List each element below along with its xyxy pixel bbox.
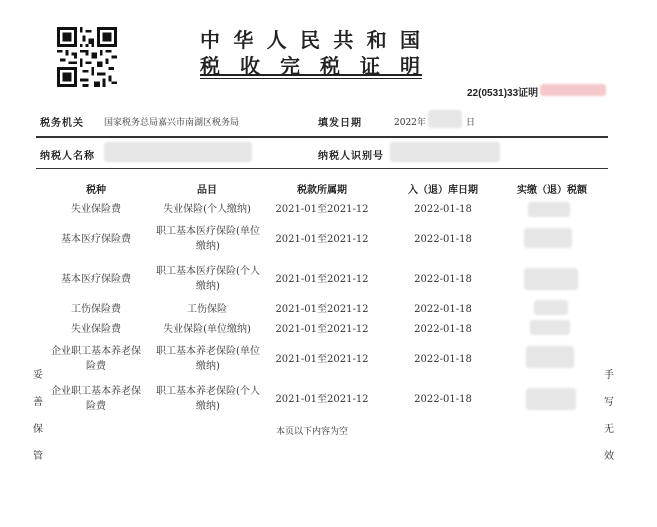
cell-item: 失业保险(单位缴纳) — [163, 324, 251, 335]
tax-authority-label: 税务机关 — [40, 118, 84, 129]
cell-tax: 企业职工基本养老保险费 — [51, 386, 141, 412]
side-note-right-char: 写 — [604, 397, 614, 408]
cell-tax: 失业保险费 — [71, 204, 121, 215]
column-header-tax: 税种 — [86, 185, 106, 196]
redacted-taxpayer-name — [104, 142, 252, 162]
redacted-certificate-suffix — [540, 84, 606, 96]
tax-authority-value: 国家税务总局嘉兴市南湖区税务局 — [104, 118, 240, 128]
redacted-amount — [530, 320, 570, 335]
cell-period: 2021-01至2021-12 — [275, 274, 369, 285]
cell-tax: 基本医疗保险费 — [61, 234, 131, 245]
redacted-issue-date — [428, 110, 462, 128]
redacted-amount — [534, 300, 568, 315]
qr-code — [57, 27, 117, 87]
redacted-amount — [526, 388, 576, 410]
side-note-right-char: 手 — [604, 370, 614, 381]
cell-item: 工伤保险 — [187, 304, 227, 315]
cell-item: 职工基本医疗保险(个人缴纳) — [156, 266, 260, 292]
taxpayer-id-label: 纳税人识别号 — [318, 151, 384, 162]
side-note-left-char: 保 — [33, 424, 43, 435]
info-divider-top — [36, 136, 608, 138]
cell-date: 2022-01-18 — [414, 204, 472, 215]
cell-tax: 工伤保险费 — [71, 304, 121, 315]
document-title-line2: 税收完税证明 — [200, 54, 420, 78]
issue-date-suffix: 日 — [466, 118, 476, 128]
table-end-note: 本页以下内容为空 — [276, 427, 349, 437]
column-header-period: 税款所属期 — [297, 185, 347, 196]
cell-date: 2022-01-18 — [414, 394, 472, 405]
cell-period: 2021-01至2021-12 — [275, 324, 369, 335]
column-header-amount: 实缴（退）税额 — [517, 185, 587, 196]
cell-date: 2022-01-18 — [414, 274, 472, 285]
title-underline-thin — [200, 78, 422, 79]
cell-period: 2021-01至2021-12 — [275, 204, 369, 215]
cell-date: 2022-01-18 — [414, 354, 472, 365]
side-note-left-char: 善 — [33, 397, 43, 408]
cell-period: 2021-01至2021-12 — [275, 394, 369, 405]
side-note-right-char: 无 — [604, 424, 614, 435]
cell-item: 职工基本养老保险(单位缴纳) — [156, 346, 260, 372]
title-underline — [200, 74, 422, 76]
cell-item: 职工基本养老保险(个人缴纳) — [156, 386, 260, 412]
column-header-item: 品目 — [197, 185, 217, 196]
column-header-date: 入（退）库日期 — [408, 185, 478, 196]
redacted-taxpayer-id — [390, 142, 500, 162]
redacted-amount — [524, 268, 578, 290]
cell-date: 2022-01-18 — [414, 304, 472, 315]
cell-item: 职工基本医疗保险(单位缴纳) — [156, 226, 260, 252]
side-note-left-char: 管 — [33, 451, 43, 462]
cell-date: 2022-01-18 — [414, 234, 472, 245]
redacted-amount — [526, 346, 574, 368]
cell-tax: 基本医疗保险费 — [61, 274, 131, 285]
issue-date-label: 填发日期 — [318, 118, 362, 129]
issue-date-prefix: 2022年 — [394, 118, 426, 128]
cell-period: 2021-01至2021-12 — [275, 234, 369, 245]
cell-period: 2021-01至2021-12 — [275, 354, 369, 365]
certificate-number: 22(0531)33证明 — [467, 88, 539, 99]
taxpayer-name-label: 纳税人名称 — [40, 151, 95, 162]
cell-tax: 失业保险费 — [71, 324, 121, 335]
cell-date: 2022-01-18 — [414, 324, 472, 335]
redacted-amount — [524, 228, 572, 248]
cell-item: 失业保险(个人缴纳) — [163, 204, 251, 215]
cell-tax: 企业职工基本养老保险费 — [51, 346, 141, 372]
cell-period: 2021-01至2021-12 — [275, 304, 369, 315]
info-divider-bottom — [36, 168, 608, 169]
side-note-left-char: 妥 — [33, 370, 43, 381]
side-note-right-char: 效 — [604, 451, 614, 462]
document-title-line1: 中华人民共和国 — [200, 28, 420, 52]
redacted-amount — [528, 202, 570, 217]
